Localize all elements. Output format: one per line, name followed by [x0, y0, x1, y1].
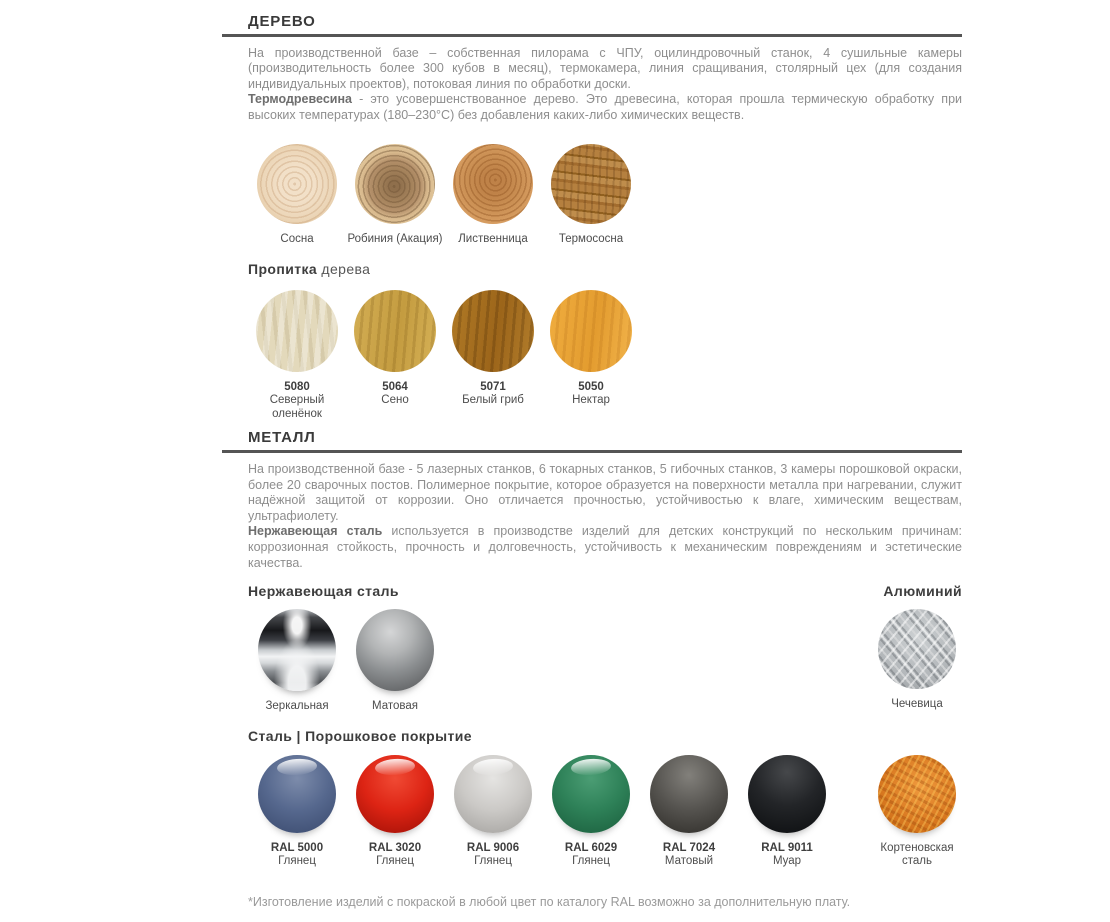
catalog-page — [248, 0, 962, 922]
wood-section-divider — [222, 34, 962, 37]
impregnation-5080-code: 5080 — [284, 380, 310, 393]
robinia-label: Робиния (Акация) — [347, 233, 443, 246]
wood-species-row — [248, 144, 962, 247]
impregnation-swatch-5050 — [542, 290, 640, 408]
ral6029-finish: Глянец — [572, 855, 610, 868]
impregnation-row — [248, 290, 962, 422]
ral7024-finish: Матовый — [664, 855, 714, 868]
impregnation-5064-image — [354, 290, 436, 372]
ral5000-finish: Глянец — [278, 855, 316, 868]
impregnation-5050-name: Нектар — [572, 394, 610, 407]
impregnation-heading — [248, 261, 962, 278]
impregnation-5071-image — [452, 290, 534, 372]
powder-coating-row — [248, 755, 962, 869]
pine-cross-section-image — [257, 144, 337, 224]
powder-coating-heading: Сталь | Порошковое покрытие — [248, 727, 472, 744]
ral5000-caption — [248, 842, 346, 869]
stainless-row — [248, 609, 962, 714]
wood-swatch-pine — [248, 144, 346, 247]
impregnation-5071-code: 5071 — [480, 380, 506, 393]
gloss-highlight — [374, 757, 415, 776]
powder-swatch-ral9011 — [738, 755, 836, 869]
impregnation-5064-caption — [346, 381, 444, 408]
ral7024-ball-image — [650, 755, 728, 833]
corten-steel-image — [878, 755, 956, 833]
ral3020-caption — [346, 842, 444, 869]
aluminum-heading: Алюминий — [883, 583, 962, 600]
ral6029-ball-image — [552, 755, 630, 833]
ral5000-code: RAL 5000 — [270, 841, 324, 854]
stainless-swatch-matte — [346, 609, 444, 714]
impregnation-5064-code: 5064 — [382, 380, 408, 393]
ral6029-code: RAL 6029 — [564, 841, 618, 854]
robinia-cross-section-image — [355, 144, 435, 224]
stainless-text: используется в производстве изделий для детских конструкций по нескольким причинам: коррозионная стойкость, прочность и долговечность, устойчивость к механическим повреждениям и эстетические качества. — [248, 524, 962, 570]
ral9006-caption — [444, 842, 542, 869]
gloss-highlight — [570, 757, 611, 776]
larch-label: Лиственница — [458, 233, 528, 246]
ral9006-code: RAL 9006 — [466, 841, 520, 854]
wood-swatch-robinia — [346, 144, 444, 247]
wood-intro-paragraph: На производственной базе – собственная пилорама с ЧПУ, оцилиндровочный станок, 4 сушильные камеры (производительность более 300 кубов в месяц), термокамера, линия сращивания, столярный цех (для создания индивидуальных проектов), потоковая линия по обработки доски. — [248, 45, 962, 91]
mirror-steel-label: Зеркальная — [265, 700, 329, 713]
thermopine-label: Термососна — [558, 233, 624, 246]
powder-swatch-ral6029 — [542, 755, 640, 869]
powder-swatch-ral9006 — [444, 755, 542, 869]
powder-swatch-ral7024 — [640, 755, 738, 869]
impregnation-5080-image — [256, 290, 338, 372]
metal-description — [248, 462, 962, 571]
ral7024-code: RAL 7024 — [662, 841, 716, 854]
aluminum-swatch-checker — [872, 609, 962, 712]
stainless-swatch-mirror — [248, 609, 346, 714]
gloss-highlight — [276, 757, 317, 776]
impregnation-5071-caption — [444, 381, 542, 408]
ral9011-finish: Муар — [772, 855, 802, 868]
ral3020-ball-image — [356, 755, 434, 833]
ral3020-finish: Глянец — [376, 855, 414, 868]
metal-intro-paragraph: На производственной базе - 5 лазерных станков, 6 токарных станков, 5 гибочных станков, 3 камеры порошковой окраски, более 20 сварочных постов. Полимерное покрытие, которое образуется на поверхности металла при нагревании, служит надёжной защитой от коррозии. Оно отличается прочностью, устойчивостью к влаге, химическим веществам, ультрафиолету. — [248, 461, 962, 523]
wood-description — [248, 46, 962, 124]
impregnation-5064-name: Сено — [381, 394, 409, 407]
thermowood-term: Термодревесина — [248, 92, 352, 107]
wood-swatch-larch — [444, 144, 542, 247]
powder-swatch-corten — [872, 755, 962, 869]
ral9006-finish: Глянец — [474, 855, 512, 868]
checker-plate-image — [878, 609, 956, 689]
ral5000-ball-image — [258, 755, 336, 833]
impregnation-5071-name: Белый гриб — [462, 394, 524, 407]
matte-steel-label: Матовая — [372, 700, 418, 713]
impregnation-5080-caption — [248, 381, 346, 422]
thermowood-text: - это усовершенствованное дерево. Это древесина, которая прошла термическую обработку при высоких температурах (180–230°С) без добавления каких-либо химических веществ. — [248, 92, 962, 122]
stainless-term: Нержавеющая сталь — [248, 524, 383, 539]
impregnation-heading-rest: дерева — [321, 260, 371, 277]
impregnation-5080-name: Северный оленёнок — [269, 394, 325, 420]
impregnation-5050-image — [550, 290, 632, 372]
gloss-highlight — [472, 757, 513, 776]
impregnation-5050-caption — [542, 381, 640, 408]
ral9011-code: RAL 9011 — [761, 841, 813, 854]
mirror-steel-sphere-image — [258, 609, 336, 691]
impregnation-5050-code: 5050 — [578, 380, 604, 393]
impregnation-swatch-5071 — [444, 290, 542, 408]
checker-plate-label: Чечевица — [891, 698, 943, 711]
wood-swatch-thermopine — [542, 144, 640, 247]
ral9006-ball-image — [454, 755, 532, 833]
ral9011-caption — [738, 842, 836, 869]
ral3020-code: RAL 3020 — [368, 841, 422, 854]
stainless-heading: Нержавеющая сталь — [248, 583, 399, 600]
stainless-paragraph — [248, 524, 962, 571]
powder-swatch-ral5000 — [248, 755, 346, 869]
impregnation-heading-main: Пропитка — [248, 260, 318, 277]
ral6029-caption — [542, 842, 640, 869]
powder-swatch-ral3020 — [346, 755, 444, 869]
impregnation-swatch-5064 — [346, 290, 444, 408]
metal-section-divider — [222, 450, 962, 453]
thermopine-grain-image — [551, 144, 631, 224]
stainless-aluminum-heading-row — [248, 583, 962, 600]
larch-cross-section-image — [453, 144, 533, 224]
metal-section-title: МЕТАЛЛ — [248, 429, 316, 447]
thermowood-paragraph — [248, 92, 962, 123]
ral-footnote: *Изготовление изделий с покраской в любой цвет по каталогу RAL возможно за дополнительную плату. — [248, 894, 851, 909]
wood-section-title: ДЕРЕВО — [248, 13, 316, 30]
pine-label: Сосна — [280, 233, 314, 246]
corten-steel-label: Кортеновская сталь — [880, 841, 954, 868]
ral7024-caption — [640, 842, 738, 869]
impregnation-swatch-5080 — [248, 290, 346, 422]
matte-steel-sphere-image — [356, 609, 434, 691]
ral9011-ball-image — [748, 755, 826, 833]
